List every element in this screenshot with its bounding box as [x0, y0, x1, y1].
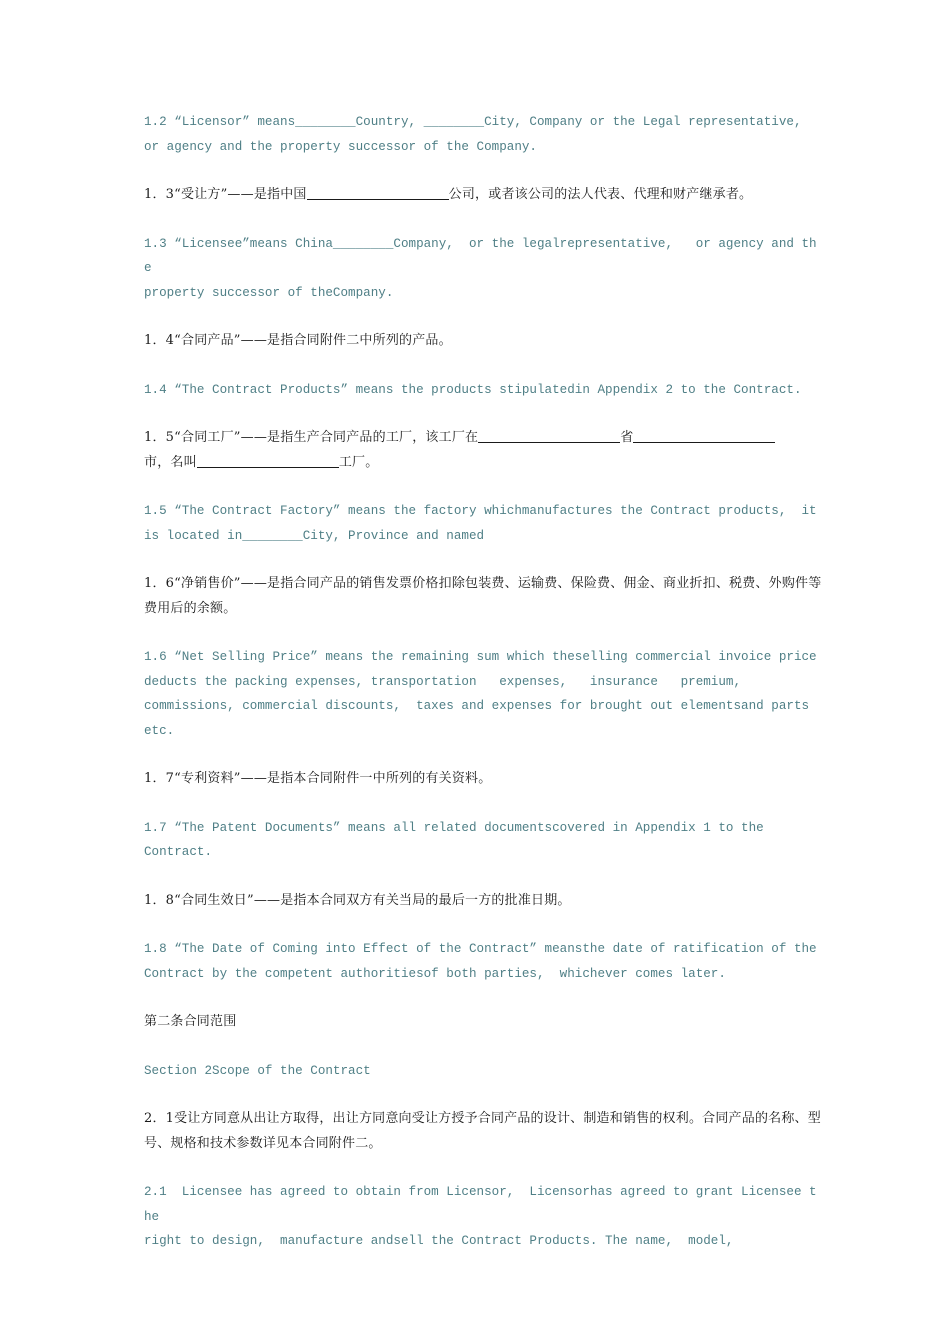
- clause-1-7-zh: 1．7“专利资料”——是指本合同附件一中所列的有关资料。: [144, 771, 492, 786]
- document-page: [144, 110, 824, 1278]
- clause-1-5-zh-start: 1．5“合同工厂”——是指生产合同产品的工厂，该工厂在: [144, 430, 479, 445]
- clause-1-3-zh: [144, 183, 824, 208]
- clause-1-8-en: 1.8 “The Date of Coming into Effect of the Contract” meansthe date of ratification of the Contract by the competent authoritiesof both parties, whichever comes later.: [144, 942, 817, 981]
- blank-line: [478, 428, 620, 443]
- clause-2-1-zh: 2．1受让方同意从出让方取得，出让方同意向受让方授予合同产品的设计、制造和销售的权利。合同产品的名称、型号、规格和技术参数详见本合同附件二。: [144, 1111, 821, 1151]
- clause-1-2-en: 1.2 “Licensor” means________Country, ________City, Company or the Legal representative, or agency and the property successor of the Company.: [144, 115, 802, 154]
- clause-1-7-en: 1.7 “The Patent Documents” means all related documentscovered in Appendix 1 to the Contract.: [144, 820, 764, 859]
- clause-1-8-zh: 1．8“合同生效日”——是指本合同双方有关当局的最后一方的批准日期。: [144, 892, 571, 908]
- clause-1-4-en: 1.4 “The Contract Products” means the products stipulatedin Appendix 2 to the Contract.: [144, 382, 802, 397]
- clause-1-4-zh: 1．4“合同产品”——是指合同附件二中所列的产品。: [144, 333, 452, 348]
- clause-1-3-zh-start: 1．3“受让方”——是指中国: [144, 187, 307, 202]
- section-2-heading-zh: 第二条合同范围: [144, 1014, 237, 1029]
- clause-1-3-zh-end: 公司，或者该公司的法人代表、代理和财产继承者。: [448, 187, 753, 202]
- blank-line: [197, 453, 339, 468]
- clause-1-6-en: 1.6 “Net Selling Price” means the remaining sum which theselling commercial invoice price deducts the packing expenses, transportation expenses, insurance premium, commissions, commercial discounts, taxes and expenses for brought out elementsand parts etc.: [144, 650, 817, 738]
- clause-1-5-zh: [144, 426, 824, 475]
- clause-1-5-zh-province: 省: [620, 430, 634, 445]
- clause-1-5-zh-city: 市，名叫: [144, 454, 197, 470]
- clause-1-6-zh: 1．6“净销售价”——是指合同产品的销售发票价格扣除包装费、运输费、保险费、佣金、商业折扣、税费、外购件等费用后的余额。: [144, 576, 822, 616]
- clause-1-3-en: 1.3 “Licensee”means China________Company, or the legalrepresentative, or agency and the property successor of theCompany.: [144, 236, 817, 300]
- clause-1-5-zh-end: 工厂。: [338, 454, 379, 470]
- clause-1-5-en: 1.5 “The Contract Factory” means the factory whichmanufactures the Contract products, it is located in________City, Province and named: [144, 504, 817, 543]
- blank-line: [633, 428, 775, 443]
- blank-line: [307, 185, 449, 200]
- section-2-heading-en: Section 2Scope of the Contract: [144, 1063, 371, 1078]
- clause-2-1-en: 2.1 Licensee has agreed to obtain from Licensor, Licensorhas agreed to grant Licensee the right to design, manufacture andsell the Contract Products. The name, model,: [144, 1185, 817, 1248]
